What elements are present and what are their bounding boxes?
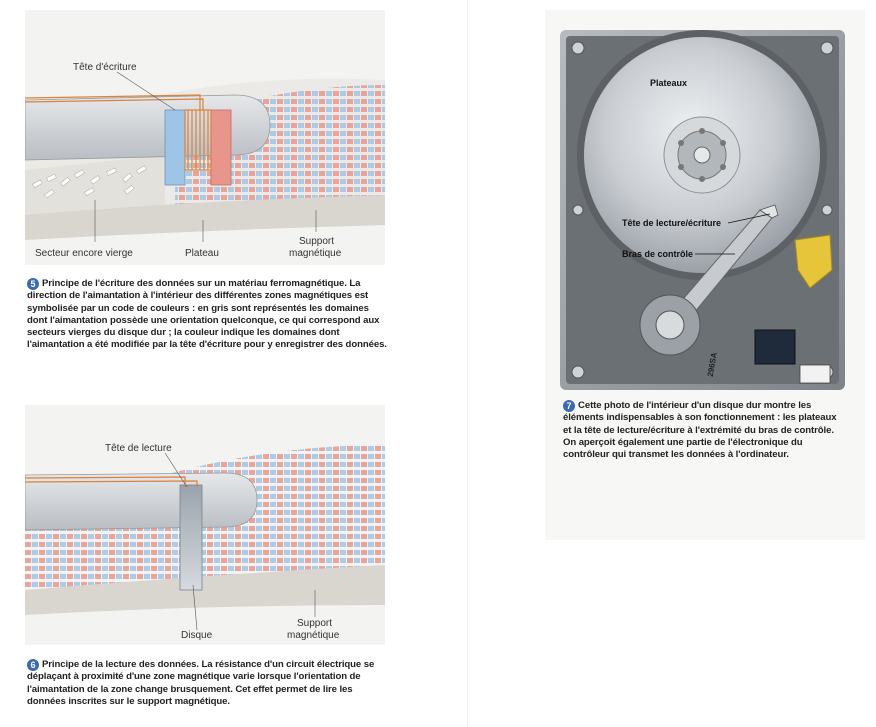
rw-head-label: Tête de lecture/écriture: [622, 218, 722, 228]
read-head-label: Tête de lecture: [105, 443, 172, 454]
figure-6-caption-text: Principe de la lecture des données. La résistance d'un circuit électrique se déplaçant à proximité d'une zone magnétique varie lorsque l'orientation de l'aimantation de la zone change brusquement. Cet effet permet de lire les données inscrites sur le support magnétique.: [27, 659, 375, 707]
figure-7-caption-text: Cette photo de l'intérieur d'un disque dur montre les éléments indispensables à son fonctionnement : les plateaux et la tête de lecture/écriture à l'extrémité du bras de contrôle. On aperçoit également une partie de l'électronique du contrôleur qui transmet les données à l'ordinateur.: [563, 400, 837, 461]
figure-7-photo: [560, 30, 845, 390]
figure-5-illustration: [25, 10, 385, 265]
medium-label-line2: magnétique: [287, 630, 340, 641]
figure-5-caption: [27, 278, 387, 352]
medium-label-line2: magnétique: [289, 248, 342, 259]
write-head-arm: [25, 95, 270, 160]
figure-7-number: 7: [563, 400, 575, 412]
figure-7-caption: [563, 400, 846, 461]
chip-marking: 296SA: [705, 351, 719, 378]
red-pole: [211, 110, 231, 185]
read-head-diagram: [25, 405, 385, 645]
controller-chip: [755, 330, 795, 364]
blank-sector-label: Secteur encore vierge: [35, 248, 133, 259]
platters-label: Plateaux: [650, 78, 688, 88]
control-arm-label: Bras de contrôle: [622, 249, 694, 259]
figure-5-number: 5: [27, 278, 39, 290]
platter-label: Plateau: [185, 248, 219, 259]
blue-pole: [165, 110, 185, 185]
medium-label-line1: Support: [299, 236, 335, 247]
hard-drive-photo: [560, 30, 845, 390]
medium-label-line1: Support: [297, 618, 333, 629]
read-sensor: [180, 485, 202, 590]
qr-label: [800, 365, 830, 383]
figure-5-caption-text: Principe de l'écriture des données sur un matériau ferromagnétique. La direction de l'aimantation à l'intérieur des différentes zones magnétiques est symbolisée par un code de couleurs : en gris sont représentés les domaines dont l'aimantation possède une orientation quelconque, ce qui correspond aux secteurs vierges du disque dur ; la couleur indique les domaines dont l'aimantation a été modifiée par la tête d'écriture pour y enregistrer des données.: [27, 278, 387, 351]
figure-6-number: 6: [27, 659, 39, 671]
page-fold: [467, 0, 468, 727]
figure-6-caption: [27, 659, 387, 708]
disk-label: Disque: [181, 630, 213, 641]
write-head-label: Tête d'écriture: [73, 62, 137, 73]
figure-6-illustration: [25, 405, 385, 645]
write-head-diagram: [25, 10, 385, 265]
